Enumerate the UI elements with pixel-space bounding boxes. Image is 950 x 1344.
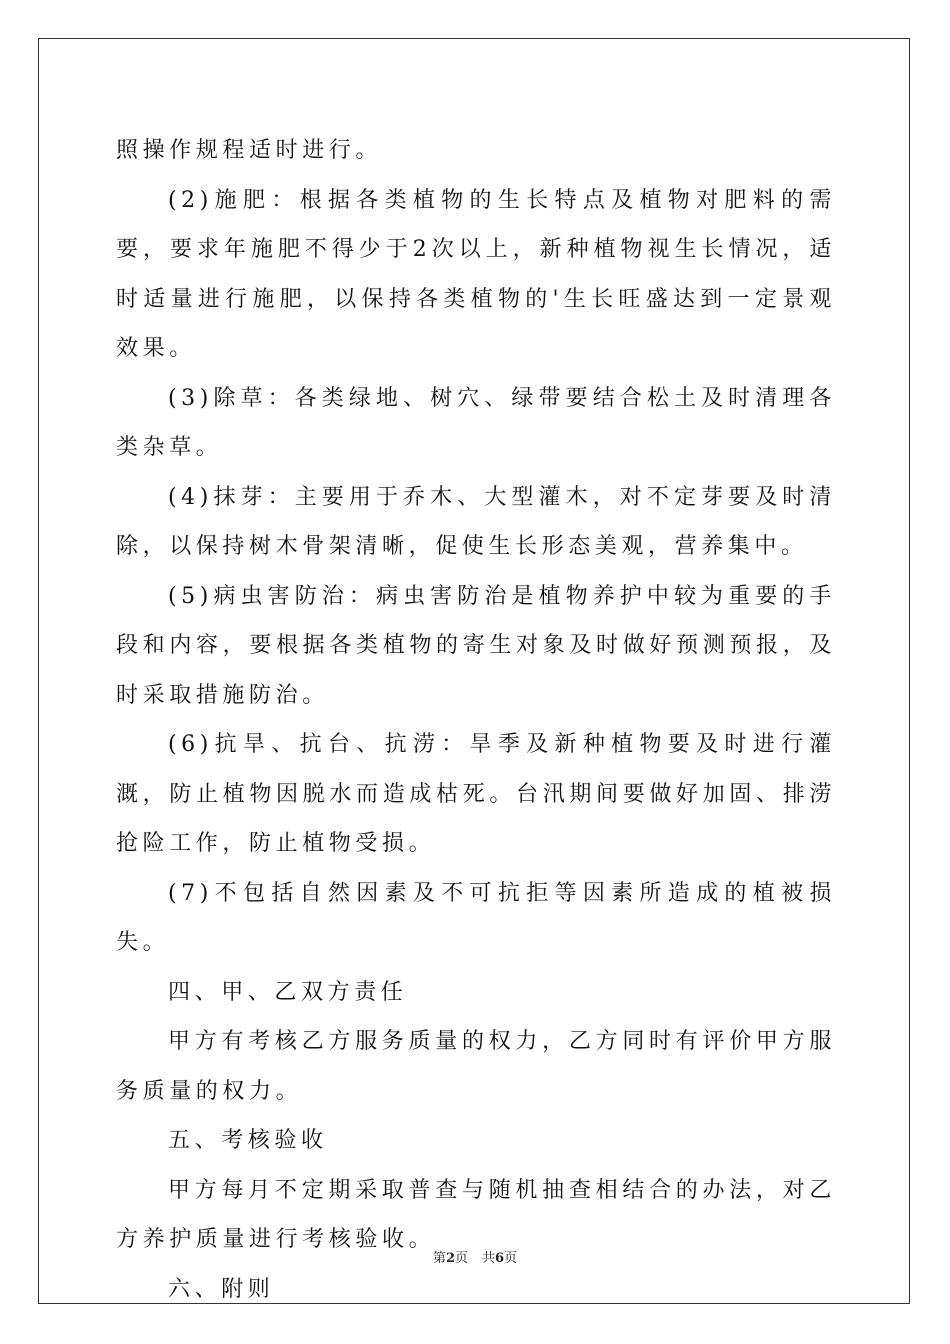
section-heading: 六、附则 xyxy=(168,1276,275,1302)
paragraph: (3)除草：各类绿地、树穴、绿带要结合松土及时清理各类杂草。 xyxy=(116,385,836,460)
page-number: 2 xyxy=(445,1251,455,1266)
page-prefix: 第 xyxy=(432,1251,446,1266)
paragraph: 甲方每月不定期采取普查与随机抽查相结合的办法，对乙方养护质量进行考核验收。 xyxy=(116,1177,836,1252)
paragraph: (6)抗旱、抗台、抗涝：旱季及新种植物要及时进行灌溉，防止植物因脱水而造成枯死。台汛期间要做好加固、排涝抢险工作，防止植物受损。 xyxy=(116,732,836,856)
total-prefix: 共 xyxy=(482,1251,496,1266)
page-suffix: 页 xyxy=(454,1251,468,1266)
total-suffix: 页 xyxy=(504,1251,518,1266)
paragraph: 甲方有考核乙方服务质量的权力，乙方同时有评价甲方服务质量的权力。 xyxy=(116,1029,836,1104)
page-footer xyxy=(0,1247,950,1266)
paragraph: (5)病虫害防治：病虫害防治是植物养护中较为重要的手段和内容，要根据各类植物的寄生对象及时做好预测预报，及时采取措施防治。 xyxy=(116,583,836,708)
paragraph: (4)抹芽：主要用于乔木、大型灌木，对不定芽要及时清除，以保持树木骨架清晰，促使生长形态美观，营养集中。 xyxy=(116,484,836,559)
document-body xyxy=(116,126,836,1314)
section-heading: 四、甲、乙双方责任 xyxy=(168,979,408,1005)
paragraph: (2)施肥：根据各类植物的生长特点及植物对肥料的需要，要求年施肥不得少于2次以上，新种植物视生长情况，适时适量进行施肥，以保持各类植物的'生长旺盛达到一定景观效果。 xyxy=(116,187,836,361)
section-heading: 五、考核验收 xyxy=(168,1128,328,1153)
total-pages: 6 xyxy=(495,1251,505,1266)
paragraph: 照操作规程适时进行。 xyxy=(116,138,383,163)
paragraph: (7)不包括自然因素及不可抗拒等因素所造成的植被损失。 xyxy=(116,880,836,955)
